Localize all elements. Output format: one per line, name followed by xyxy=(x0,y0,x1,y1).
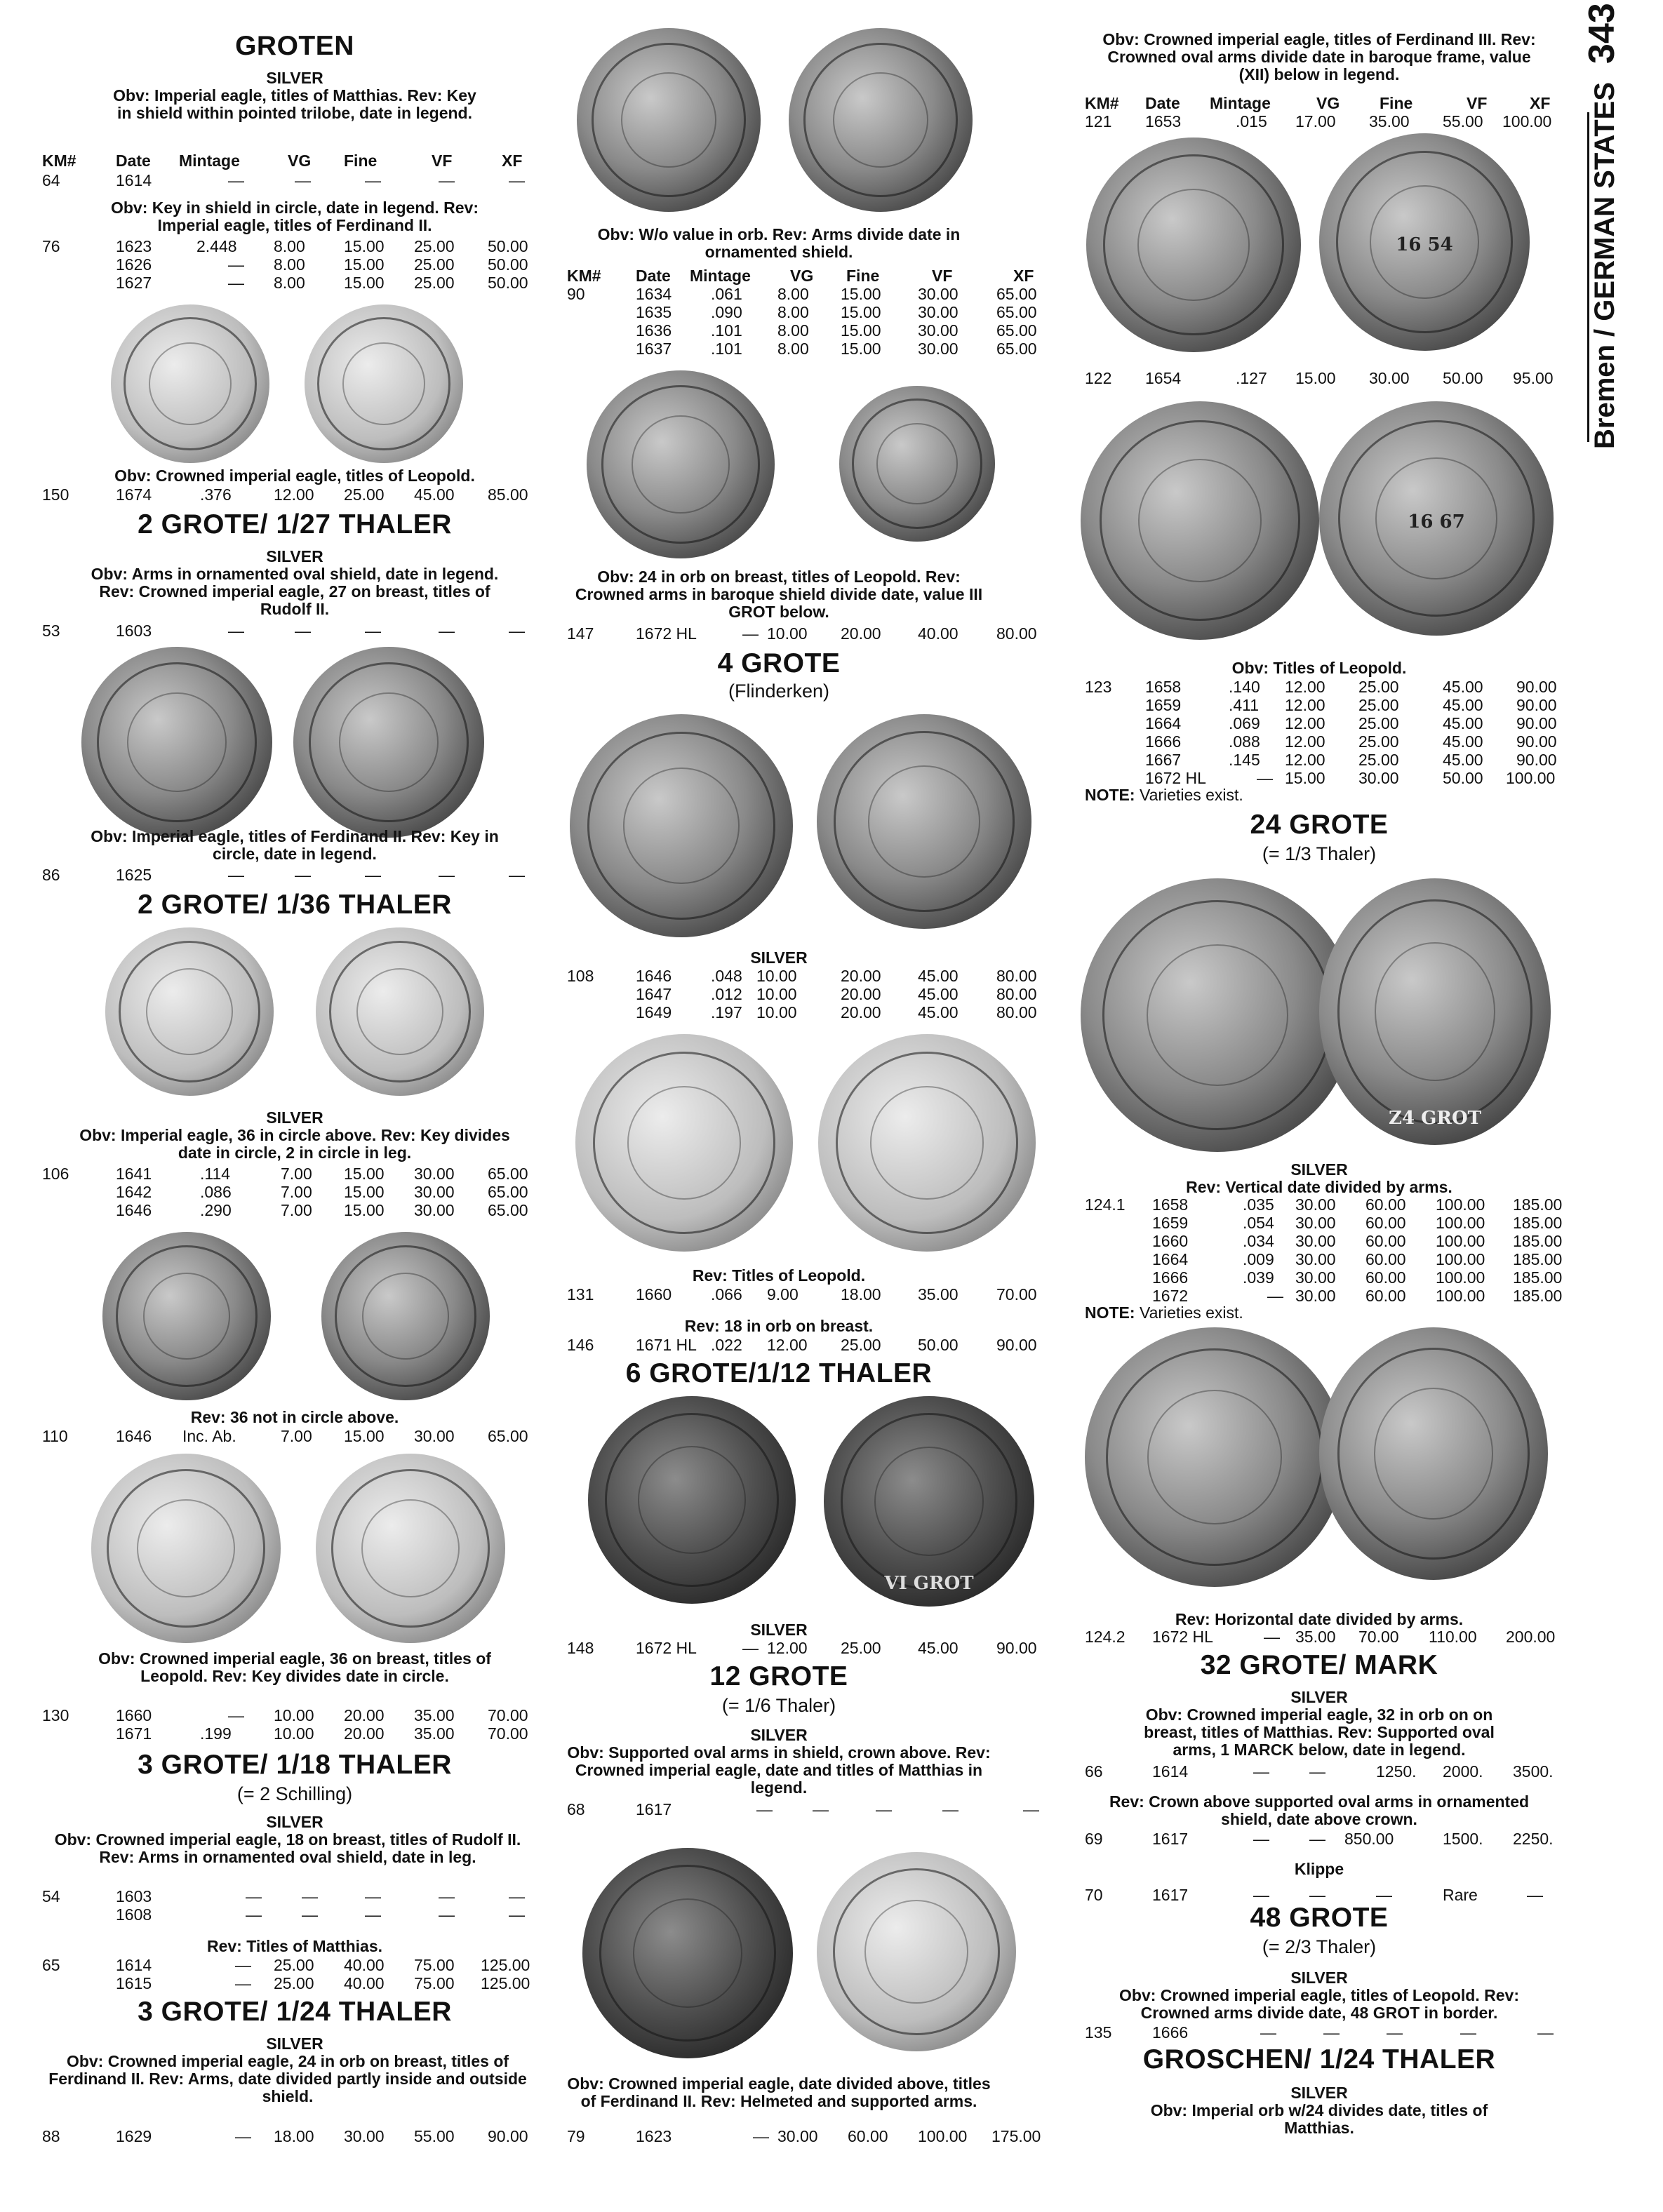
type-description: Obv: Crowned imperial eagle, titles of Leopold. Rev: Crowned arms divide date, 48 GROT in border. xyxy=(1119,1986,1519,2022)
coin-legend: Z4 GROT xyxy=(1389,1108,1481,1130)
coin-image-reverse xyxy=(818,1034,1036,1252)
type-description: Obv: Imperial orb w/24 divides date, titles of Matthias. xyxy=(1150,2101,1488,2137)
table-row: 1667 .145 12.00 25.00 45.00 90.00 xyxy=(1145,751,1557,769)
coin-image-reverse xyxy=(293,647,484,838)
type-description: Obv: Crowned imperial eagle, 18 on breast, titles of Rudolf II. Rev: Arms in ornamented oval shield, date in leg. xyxy=(54,1830,521,1866)
table-row: 1608 — — — — — xyxy=(116,1905,525,1924)
table-row: 1664 .069 12.00 25.00 45.00 90.00 xyxy=(1145,714,1557,732)
table-row: 1664 .009 30.00 60.00 100.00 185.00 xyxy=(1152,1250,1563,1268)
table-row: 1642 .086 7.00 15.00 30.00 65.00 xyxy=(116,1183,528,1201)
table-row: 1635 .090 8.00 15.00 30.00 65.00 xyxy=(636,303,1037,321)
table-row: 65 1614 — 25.00 40.00 75.00 125.00 xyxy=(42,1956,530,1974)
coin-image-obverse xyxy=(91,1454,281,1643)
table-row: 1646 .290 7.00 15.00 30.00 65.00 xyxy=(116,1201,528,1219)
table-row: 1660 .034 30.00 60.00 100.00 185.00 xyxy=(1152,1232,1563,1250)
coin-image-obverse xyxy=(582,1848,793,2058)
table-row: 1626 — 8.00 15.00 25.00 50.00 xyxy=(116,255,528,274)
coin-image-reverse xyxy=(789,28,973,212)
section-title: 32 GROTE/ MARK xyxy=(1200,1650,1438,1680)
metal-label: SILVER xyxy=(266,1108,323,1127)
section-subtitle: (= 2 Schilling) xyxy=(236,1783,353,1804)
type-description: Obv: Imperial eagle, 36 in circle above. Rev: Key divides date in circle, 2 in circle in leg. xyxy=(79,1126,510,1162)
section-title: 6 GROTE/1/12 THALER xyxy=(625,1358,933,1388)
table-row: 121 1653 .015 17.00 35.00 55.00 100.00 xyxy=(1085,112,1552,130)
variety-description: Rev: 18 in orb on breast. xyxy=(684,1317,874,1335)
table-row: 135 1666 — — — — — xyxy=(1085,2023,1554,2042)
coin-image-obverse xyxy=(111,304,269,463)
section-subtitle: (= 1/6 Thaler) xyxy=(721,1695,836,1716)
table-row: 148 1672 HL — 12.00 25.00 45.00 90.00 xyxy=(567,1639,1037,1657)
table-row: 146 1671 HL .022 12.00 25.00 50.00 90.00 xyxy=(567,1336,1037,1354)
section-subtitle: (= 2/3 Thaler) xyxy=(1262,1936,1377,1957)
coin-image-reverse xyxy=(817,714,1031,929)
variety-description: Obv: Imperial eagle, titles of Ferdinand II. Rev: Key in circle, date in legend. xyxy=(91,827,499,863)
section-title: 24 GROTE xyxy=(1250,810,1389,840)
metal-label: SILVER xyxy=(266,1813,323,1831)
metal-label: SILVER xyxy=(750,949,808,967)
metal-label: SILVER xyxy=(750,1726,808,1744)
section-title: 48 GROTE xyxy=(1250,1903,1389,1933)
table-row: 147 1672 HL — 10.00 20.00 40.00 80.00 xyxy=(567,624,1037,643)
coin-image-obverse xyxy=(1081,401,1319,640)
coin-image-obverse xyxy=(587,370,775,558)
metal-label: SILVER xyxy=(266,2035,323,2053)
variety-description: Obv: Titles of Leopold. xyxy=(1231,659,1407,677)
section-title: 2 GROTE/ 1/27 THALER xyxy=(138,509,452,539)
table-row: 1649 .197 10.00 20.00 45.00 80.00 xyxy=(636,1003,1037,1021)
note: NOTE: Varieties exist. xyxy=(1085,786,1243,804)
table-row: 69 1617 — — 850.00 1500. 2250. xyxy=(1085,1830,1554,1848)
table-row: 1659 .054 30.00 60.00 100.00 185.00 xyxy=(1152,1214,1563,1232)
coin-image-obverse xyxy=(81,647,272,838)
table-row: 1666 .039 30.00 60.00 100.00 185.00 xyxy=(1152,1268,1563,1287)
section-title: 2 GROTE/ 1/36 THALER xyxy=(138,890,452,920)
variety-description: Rev: Titles of Leopold. xyxy=(692,1266,866,1285)
section-subtitle: (= 1/3 Thaler) xyxy=(1262,843,1377,864)
variety-description: Rev: Titles of Matthias. xyxy=(206,1937,383,1955)
coin-image-reverse xyxy=(1319,133,1530,351)
type-description: Obv: Crowned imperial eagle, 24 in orb on breast, titles of Ferdinand II. Rev: Arms, date divided partly inside and outside shield. xyxy=(48,2052,527,2105)
metal-label: SILVER xyxy=(1290,1160,1348,1179)
coin-image-reverse xyxy=(1319,878,1551,1145)
coin-legend: VI GROT xyxy=(884,1573,974,1594)
side-divider xyxy=(1587,112,1589,442)
metal-label: SILVER xyxy=(1290,1688,1348,1706)
coin-image-reverse xyxy=(305,304,463,463)
coin-legend: 16 67 xyxy=(1408,511,1465,533)
type-description: Obv: Arms in ornamented oval shield, date in legend. Rev: Crowned imperial eagle, 27 on breast, titles of Rudolf II. xyxy=(91,565,499,618)
table-row: 86 1625 — — — — — xyxy=(42,866,525,884)
coin-image-obverse xyxy=(575,1034,793,1252)
page-side-header xyxy=(1547,3,1622,463)
section-title: 4 GROTE xyxy=(717,648,841,678)
metal-label: SILVER xyxy=(750,1621,808,1639)
coin-image-reverse xyxy=(321,1232,490,1400)
column-header-row: KM# Date Mintage VG Fine VF XF xyxy=(42,152,523,170)
table-row: 1636 .101 8.00 15.00 30.00 65.00 xyxy=(636,321,1037,340)
table-row: 110 1646 Inc. Ab. 7.00 15.00 30.00 65.00 xyxy=(42,1427,528,1445)
metal-label: SILVER xyxy=(266,69,323,87)
table-row: 70 1617 — — — Rare — xyxy=(1085,1886,1543,1904)
metal-label: SILVER xyxy=(1290,2084,1348,2102)
metal-label: SILVER xyxy=(1290,1969,1348,1987)
table-row: 1666 .088 12.00 25.00 45.00 90.00 xyxy=(1145,732,1557,751)
table-row: 54 1603 — — — — — xyxy=(42,1887,525,1905)
coin-image-obverse xyxy=(105,927,274,1096)
coin-legend: 16 54 xyxy=(1396,234,1453,255)
coin-image-obverse xyxy=(570,714,793,937)
section-title: 3 GROTE/ 1/24 THALER xyxy=(138,1997,452,2027)
table-row: 88 1629 — 18.00 30.00 55.00 90.00 xyxy=(42,2127,528,2145)
section-title: 12 GROTE xyxy=(709,1661,848,1691)
variety-description: Obv: 24 in orb on breast, titles of Leopold. Rev: Crowned arms in baroque shield divide date, value III GROT below. xyxy=(575,568,983,621)
table-row: 150 1674 .376 12.00 25.00 45.00 85.00 xyxy=(42,485,528,504)
variety-description: Obv: Crowned imperial eagle, titles of Ferdinand III. Rev: Crowned oval arms divide date in baroque frame, value (XII) below in legend. xyxy=(1102,30,1536,83)
coin-image-reverse xyxy=(817,1852,1016,2051)
note: NOTE: Varieties exist. xyxy=(1085,1303,1243,1322)
table-row: 124.1 1658 .035 30.00 60.00 100.00 185.00 xyxy=(1085,1195,1563,1214)
table-row: 1672 — 30.00 60.00 100.00 185.00 xyxy=(1152,1287,1563,1305)
coin-image-obverse xyxy=(1081,878,1354,1152)
table-row: 124.2 1672 HL — 35.00 70.00 110.00 200.00 xyxy=(1085,1628,1556,1646)
section-title-groten: GROTEN xyxy=(235,31,354,61)
table-row: 76 1623 2.448 8.00 15.00 25.00 50.00 xyxy=(42,237,528,255)
section-title: 3 GROTE/ 1/18 THALER xyxy=(138,1750,452,1780)
variety-description: Rev: 36 not in circle above. xyxy=(190,1408,399,1426)
section-title: GROSCHEN/ 1/24 THALER xyxy=(1142,2044,1496,2074)
coin-image-reverse xyxy=(316,1454,505,1643)
table-row: 79 1623 — 30.00 60.00 100.00 175.00 xyxy=(567,2127,1041,2145)
variety-description: Rev: Vertical date divided by arms. xyxy=(1186,1178,1452,1196)
metal-label: SILVER xyxy=(266,547,323,565)
table-row: 64 1614 — — — — — xyxy=(42,171,525,189)
table-row: 1627 — 8.00 15.00 25.00 50.00 xyxy=(116,274,528,292)
coin-image-reverse xyxy=(1319,1327,1548,1580)
page-number: 343 xyxy=(1582,3,1622,64)
table-row: 1647 .012 10.00 20.00 45.00 80.00 xyxy=(636,985,1037,1003)
variety-description: Obv: Crowned imperial eagle, 36 on breast, titles of Leopold. Rev: Key divides date in circle. xyxy=(98,1649,491,1685)
coin-image-reverse xyxy=(824,1396,1034,1607)
coin-image-reverse xyxy=(1319,401,1554,636)
variety-description: Obv: Crowned imperial eagle, titles of Leopold. xyxy=(114,467,475,485)
column-header-row: KM# Date Mintage VG Fine VF XF xyxy=(567,267,1034,285)
coin-image-reverse xyxy=(839,386,995,542)
variety-description: Obv: W/o value in orb. Rev: Arms divide date in ornamented shield. xyxy=(597,225,961,261)
table-row: 106 1641 .114 7.00 15.00 30.00 65.00 xyxy=(42,1165,528,1183)
type-description: Obv: Crowned imperial eagle, 32 in orb on on breast, titles of Matthias. Rev: Supported oval arms, 1 MARCK below, date in legend. xyxy=(1144,1705,1495,1759)
coin-image-reverse xyxy=(316,927,484,1096)
sub-heading-klippe: Klippe xyxy=(1294,1860,1344,1878)
table-row: 1659 .411 12.00 25.00 45.00 90.00 xyxy=(1145,696,1557,714)
table-row: 122 1654 .127 15.00 30.00 50.00 95.00 xyxy=(1085,369,1554,387)
table-row: 108 1646 .048 10.00 20.00 45.00 80.00 xyxy=(567,967,1037,985)
type-description: Obv: Supported oval arms in shield, crown above. Rev: Crowned imperial eagle, date and titles of Matthias in legend. xyxy=(567,1743,991,1797)
variety-description: Rev: Crown above supported oval arms in ornamented shield, date above crown. xyxy=(1109,1792,1530,1828)
table-row: 131 1660 .066 9.00 18.00 35.00 70.00 xyxy=(567,1285,1037,1303)
variety-description: Rev: Horizontal date divided by arms. xyxy=(1175,1610,1464,1628)
type-description: Obv: Imperial eagle, titles of Matthias. Rev: Key in shield within pointed trilobe, date in legend. xyxy=(113,86,476,122)
table-row: 1672 HL — 15.00 30.00 50.00 100.00 xyxy=(1145,769,1556,787)
section-subtitle: (Flinderken) xyxy=(728,681,830,702)
table-row: 1615 — 25.00 40.00 75.00 125.00 xyxy=(116,1974,530,1992)
table-row: 1671 .199 10.00 20.00 35.00 70.00 xyxy=(116,1724,528,1743)
variety-description: Obv: Key in shield in circle, date in legend. Rev: Imperial eagle, titles of Ferdinand II. xyxy=(110,199,479,234)
coin-image-obverse xyxy=(1085,1327,1344,1587)
coin-image-obverse xyxy=(102,1232,271,1400)
table-row: 66 1614 — — 1250. 2000. 3500. xyxy=(1085,1762,1554,1781)
table-row: 68 1617 — — — — — xyxy=(567,1800,1039,1818)
variety-description: Obv: Crowned imperial eagle, date divided above, titles of Ferdinand II. Rev: Helmeted and supported arms. xyxy=(567,2074,991,2110)
coin-image-obverse xyxy=(577,28,761,212)
column-header-row: KM# Date Mintage VG Fine VF XF xyxy=(1085,94,1551,112)
table-row: 90 1634 .061 8.00 15.00 30.00 65.00 xyxy=(567,285,1037,303)
coin-image-obverse xyxy=(588,1396,796,1604)
section-title: Bremen / GERMAN STATES xyxy=(1589,81,1620,449)
table-row: 130 1660 — 10.00 20.00 35.00 70.00 xyxy=(42,1706,528,1724)
coin-image-obverse xyxy=(1086,138,1301,352)
table-row: 123 1658 .140 12.00 25.00 45.00 90.00 xyxy=(1085,678,1557,696)
table-row: 53 1603 — — — — — xyxy=(42,622,525,640)
table-row: 1637 .101 8.00 15.00 30.00 65.00 xyxy=(636,340,1037,358)
